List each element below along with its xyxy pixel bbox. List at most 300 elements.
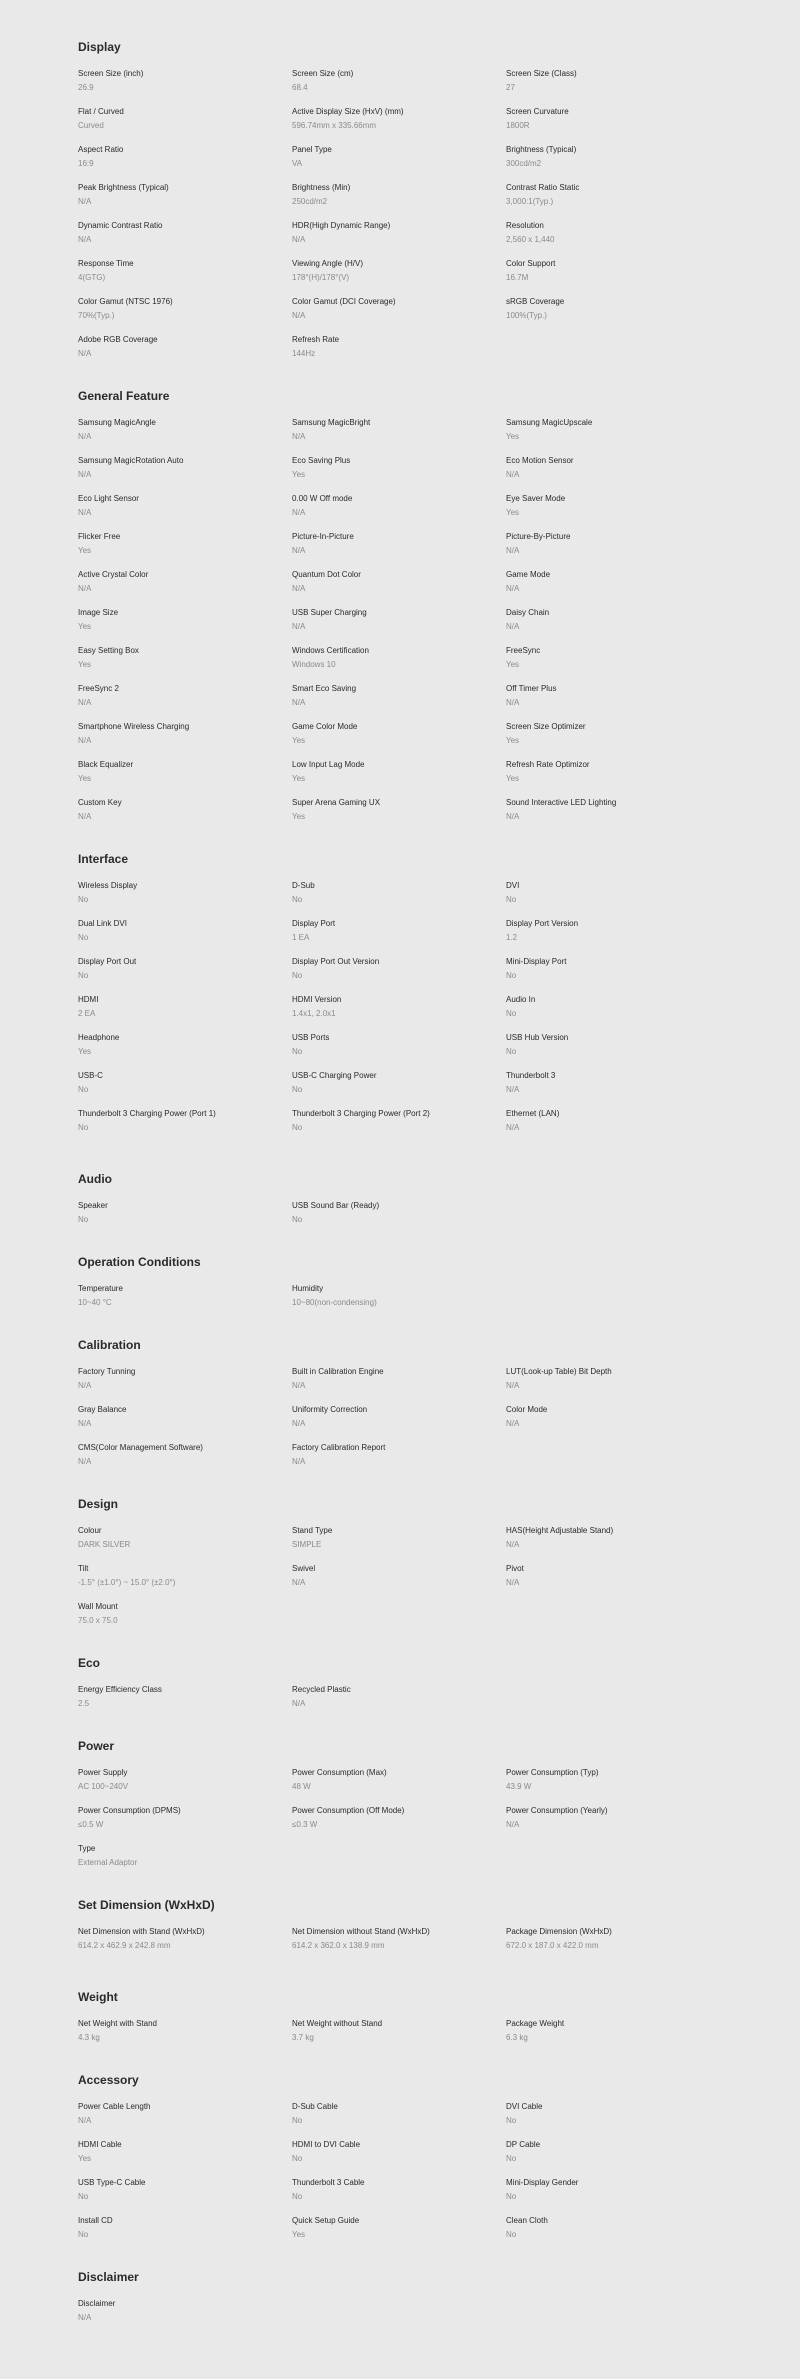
spec-label: Gray Balance bbox=[78, 1405, 127, 1414]
spec-item bbox=[292, 1806, 506, 1844]
spec-label: Power Consumption (Off Mode) bbox=[292, 1806, 405, 1815]
spec-value: N/A bbox=[292, 432, 306, 441]
spec-label: LUT(Look-up Table) Bit Depth bbox=[506, 1367, 612, 1376]
spec-label: Samsung MagicUpscale bbox=[506, 418, 593, 427]
spec-item bbox=[78, 1768, 292, 1806]
spec-label: Panel Type bbox=[292, 145, 332, 154]
spec-value: No bbox=[292, 2154, 303, 2163]
spec-item bbox=[78, 2299, 292, 2337]
spec-value: No bbox=[292, 1215, 303, 1224]
spec-value: N/A bbox=[78, 812, 92, 821]
spec-value: 16:9 bbox=[78, 159, 94, 168]
spec-value: N/A bbox=[78, 197, 92, 206]
spec-value: N/A bbox=[78, 235, 92, 244]
spec-item bbox=[78, 335, 292, 373]
spec-value: 2.5 bbox=[78, 1699, 90, 1708]
spec-label: Custom Key bbox=[78, 798, 122, 807]
spec-value: N/A bbox=[506, 812, 520, 821]
spec-value: N/A bbox=[292, 235, 306, 244]
spec-label: Screen Curvature bbox=[506, 107, 569, 116]
spec-value: N/A bbox=[506, 1419, 520, 1428]
spec-item bbox=[506, 1284, 720, 1322]
spec-label: Smart Eco Saving bbox=[292, 684, 357, 693]
spec-value: 1.4x1, 2.0x1 bbox=[292, 1009, 336, 1018]
spec-item bbox=[506, 1927, 720, 1974]
spec-label: Mini-Display Gender bbox=[506, 2178, 579, 2187]
spec-label: DVI bbox=[506, 881, 520, 890]
spec-item bbox=[506, 69, 720, 107]
spec-label: Mini-Display Port bbox=[506, 957, 567, 966]
spec-item bbox=[78, 1927, 292, 1974]
spec-item bbox=[292, 107, 506, 145]
spec-section-design bbox=[78, 1497, 800, 1656]
spec-item bbox=[78, 1109, 292, 1156]
spec-item bbox=[78, 1526, 292, 1564]
spec-item bbox=[506, 1564, 720, 1602]
spec-label: Power Consumption (Typ) bbox=[506, 1768, 599, 1777]
spec-value: N/A bbox=[292, 546, 306, 555]
spec-item bbox=[292, 1109, 506, 1156]
spec-value: No bbox=[506, 1047, 517, 1056]
spec-section-general-feature bbox=[78, 389, 800, 852]
spec-label: Low Input Lag Mode bbox=[292, 760, 365, 769]
spec-value: No bbox=[292, 1047, 303, 1056]
spec-label: Color Support bbox=[506, 259, 556, 268]
spec-section-set-dimension-wxhxd bbox=[78, 1898, 800, 1990]
spec-item bbox=[506, 1071, 720, 1109]
spec-value: N/A bbox=[506, 1578, 520, 1587]
spec-section-interface bbox=[78, 852, 800, 1172]
spec-value: 16.7M bbox=[506, 273, 529, 282]
spec-item bbox=[78, 957, 292, 995]
spec-label: Built in Calibration Engine bbox=[292, 1367, 384, 1376]
spec-label: sRGB Coverage bbox=[506, 297, 565, 306]
spec-label: Disclaimer bbox=[78, 2299, 116, 2308]
spec-item bbox=[78, 684, 292, 722]
spec-label: Net Weight without Stand bbox=[292, 2019, 383, 2028]
spec-label: Picture-By-Picture bbox=[506, 532, 571, 541]
section-title: Eco bbox=[78, 1656, 101, 1670]
spec-item bbox=[78, 798, 292, 836]
spec-value: N/A bbox=[78, 698, 92, 707]
spec-item bbox=[506, 183, 720, 221]
spec-label: Audio In bbox=[506, 995, 536, 1004]
spec-label: Eco Light Sensor bbox=[78, 494, 139, 503]
spec-value: Yes bbox=[78, 1047, 92, 1056]
spec-label: Humidity bbox=[292, 1284, 324, 1293]
spec-value: N/A bbox=[506, 546, 520, 555]
spec-value: Yes bbox=[506, 432, 520, 441]
spec-value: 10~40 °C bbox=[78, 1298, 112, 1307]
section-title: Calibration bbox=[78, 1338, 141, 1352]
spec-section-operation-conditions bbox=[78, 1255, 800, 1338]
spec-label: USB Super Charging bbox=[292, 608, 367, 617]
spec-grid bbox=[78, 418, 800, 836]
spec-label: Off Timer Plus bbox=[506, 684, 557, 693]
spec-value: No bbox=[506, 1009, 517, 1018]
spec-value: Yes bbox=[506, 660, 520, 669]
spec-item bbox=[78, 2140, 292, 2178]
spec-label: Refresh Rate bbox=[292, 335, 340, 344]
spec-grid bbox=[78, 2299, 800, 2337]
spec-item bbox=[506, 145, 720, 183]
spec-item bbox=[78, 2216, 292, 2254]
spec-value: Yes bbox=[506, 774, 520, 783]
spec-value: N/A bbox=[292, 1419, 306, 1428]
spec-item bbox=[292, 1927, 506, 1974]
spec-item bbox=[506, 1526, 720, 1564]
spec-value: 10~80(non-condensing) bbox=[292, 1298, 377, 1307]
spec-item bbox=[78, 995, 292, 1033]
spec-item bbox=[506, 1405, 720, 1443]
spec-label: USB Hub Version bbox=[506, 1033, 569, 1042]
spec-label: Samsung MagicRotation Auto bbox=[78, 456, 184, 465]
spec-label: Net Weight with Stand bbox=[78, 2019, 158, 2028]
spec-value: No bbox=[506, 2154, 517, 2163]
spec-value: N/A bbox=[506, 622, 520, 631]
spec-grid bbox=[78, 1284, 800, 1322]
spec-value: N/A bbox=[78, 1381, 92, 1390]
spec-value: 596.74mm x 335.66mm bbox=[292, 121, 377, 130]
spec-label: Colour bbox=[78, 1526, 102, 1535]
spec-item bbox=[78, 570, 292, 608]
section-title: General Feature bbox=[78, 389, 170, 403]
section-title: Weight bbox=[78, 1990, 118, 2004]
spec-label: Package Dimension (WxHxD) bbox=[506, 1927, 612, 1936]
spec-value: N/A bbox=[78, 508, 92, 517]
spec-value: No bbox=[506, 2230, 517, 2239]
spec-item bbox=[78, 1284, 292, 1322]
spec-label: Screen Size (Class) bbox=[506, 69, 577, 78]
spec-value: 300cd/m2 bbox=[506, 159, 542, 168]
spec-value: N/A bbox=[506, 584, 520, 593]
spec-value: 48 W bbox=[292, 1782, 311, 1791]
spec-value: 178°(H)/178°(V) bbox=[292, 273, 350, 282]
spec-value: N/A bbox=[292, 1578, 306, 1587]
spec-value: 4(GTG) bbox=[78, 273, 106, 282]
spec-grid bbox=[78, 1685, 800, 1723]
spec-value: No bbox=[292, 2116, 303, 2125]
spec-value: Yes bbox=[78, 622, 92, 631]
spec-value: No bbox=[506, 971, 517, 980]
spec-label: Resolution bbox=[506, 221, 544, 230]
spec-item bbox=[292, 2102, 506, 2140]
spec-label: Wireless Display bbox=[78, 881, 138, 890]
spec-item bbox=[78, 1685, 292, 1723]
section-title: Design bbox=[78, 1497, 119, 1511]
spec-value: 43.9 W bbox=[506, 1782, 532, 1791]
spec-item bbox=[506, 919, 720, 957]
spec-value: 614.2 x 362.0 x 138.9 mm bbox=[292, 1941, 385, 1950]
spec-label: Pivot bbox=[506, 1564, 524, 1573]
spec-value: 1 EA bbox=[292, 933, 310, 942]
spec-item bbox=[506, 1443, 720, 1481]
spec-label: Net Dimension with Stand (WxHxD) bbox=[78, 1927, 205, 1936]
spec-item bbox=[292, 259, 506, 297]
spec-item bbox=[78, 1564, 292, 1602]
spec-item bbox=[292, 494, 506, 532]
spec-value: Yes bbox=[292, 2230, 306, 2239]
spec-label: HDMI Cable bbox=[78, 2140, 122, 2149]
spec-item bbox=[506, 2019, 720, 2057]
spec-label: Power Consumption (Yearly) bbox=[506, 1806, 608, 1815]
spec-label: Picture-In-Picture bbox=[292, 532, 354, 541]
spec-value: N/A bbox=[506, 1123, 520, 1132]
spec-item bbox=[292, 1284, 506, 1322]
spec-grid bbox=[78, 1367, 800, 1481]
spec-value: 614.2 x 462.9 x 242.8 mm bbox=[78, 1941, 171, 1950]
spec-section-eco bbox=[78, 1656, 800, 1739]
spec-label: Smartphone Wireless Charging bbox=[78, 722, 190, 731]
spec-section-accessory bbox=[78, 2073, 800, 2270]
spec-item bbox=[78, 1405, 292, 1443]
spec-section-weight bbox=[78, 1990, 800, 2073]
spec-value: No bbox=[78, 933, 89, 942]
spec-value: Yes bbox=[78, 2154, 92, 2163]
spec-item bbox=[78, 107, 292, 145]
spec-item bbox=[506, 957, 720, 995]
section-title: Disclaimer bbox=[78, 2270, 139, 2284]
spec-label: Tilt bbox=[78, 1564, 89, 1573]
spec-value: 26.9 bbox=[78, 83, 94, 92]
spec-value: Yes bbox=[292, 470, 306, 479]
spec-value: No bbox=[78, 1085, 89, 1094]
spec-value: 75.0 x 75.0 bbox=[78, 1616, 118, 1625]
spec-value: Yes bbox=[78, 546, 92, 555]
spec-value: N/A bbox=[292, 698, 306, 707]
spec-item bbox=[506, 221, 720, 259]
spec-item bbox=[292, 2019, 506, 2057]
spec-item bbox=[78, 919, 292, 957]
spec-item bbox=[292, 297, 506, 335]
spec-label: Refresh Rate Optimizor bbox=[506, 760, 590, 769]
spec-grid bbox=[78, 1526, 800, 1640]
spec-label: Display Port Version bbox=[506, 919, 579, 928]
spec-item bbox=[292, 69, 506, 107]
spec-label: Active Crystal Color bbox=[78, 570, 149, 579]
spec-value: VA bbox=[292, 159, 303, 168]
spec-label: HDMI bbox=[78, 995, 99, 1004]
spec-value: N/A bbox=[78, 2116, 92, 2125]
spec-item bbox=[78, 221, 292, 259]
spec-label: Ethernet (LAN) bbox=[506, 1109, 560, 1118]
spec-label: Image Size bbox=[78, 608, 119, 617]
spec-item bbox=[78, 494, 292, 532]
spec-label: Adobe RGB Coverage bbox=[78, 335, 158, 344]
spec-label: D-Sub Cable bbox=[292, 2102, 338, 2111]
spec-value: AC 100~240V bbox=[78, 1782, 129, 1791]
spec-label: Peak Brightness (Typical) bbox=[78, 183, 169, 192]
spec-label: CMS(Color Management Software) bbox=[78, 1443, 203, 1452]
spec-value: Yes bbox=[292, 736, 306, 745]
spec-item bbox=[506, 798, 720, 836]
spec-value: No bbox=[292, 2192, 303, 2201]
spec-item bbox=[78, 183, 292, 221]
spec-label: Power Cable Length bbox=[78, 2102, 151, 2111]
spec-label: Swivel bbox=[292, 1564, 316, 1573]
spec-value: No bbox=[78, 971, 89, 980]
spec-label: Factory Tunning bbox=[78, 1367, 136, 1376]
spec-value: N/A bbox=[506, 1820, 520, 1829]
spec-label: USB-C bbox=[78, 1071, 103, 1080]
spec-label: Display Port Out bbox=[78, 957, 137, 966]
spec-label: Display Port bbox=[292, 919, 336, 928]
spec-grid bbox=[78, 1927, 800, 1974]
spec-item bbox=[506, 1109, 720, 1156]
spec-label: Dynamic Contrast Ratio bbox=[78, 221, 163, 230]
spec-label: Game Color Mode bbox=[292, 722, 358, 731]
spec-item bbox=[506, 335, 720, 373]
spec-label: Windows Certification bbox=[292, 646, 369, 655]
spec-label: HDMI Version bbox=[292, 995, 342, 1004]
spec-value: 100%(Typ.) bbox=[506, 311, 547, 320]
spec-label: Display Port Out Version bbox=[292, 957, 380, 966]
spec-label: Factory Calibration Report bbox=[292, 1443, 386, 1452]
spec-item bbox=[292, 646, 506, 684]
spec-value: 1.2 bbox=[506, 933, 518, 942]
spec-item bbox=[292, 684, 506, 722]
spec-item bbox=[292, 1685, 506, 1723]
spec-value: N/A bbox=[506, 1085, 520, 1094]
spec-value: N/A bbox=[292, 622, 306, 631]
spec-item bbox=[292, 1033, 506, 1071]
spec-label: Response Time bbox=[78, 259, 134, 268]
spec-item bbox=[78, 2019, 292, 2057]
spec-grid bbox=[78, 881, 800, 1156]
spec-item bbox=[78, 1071, 292, 1109]
spec-value: 3,000:1(Typ.) bbox=[506, 197, 554, 206]
spec-label: FreeSync 2 bbox=[78, 684, 119, 693]
section-title: Interface bbox=[78, 852, 129, 866]
spec-value: No bbox=[78, 1123, 89, 1132]
spec-label: Eco Motion Sensor bbox=[506, 456, 574, 465]
spec-label: Net Dimension without Stand (WxHxD) bbox=[292, 1927, 430, 1936]
spec-item bbox=[292, 570, 506, 608]
spec-item bbox=[506, 881, 720, 919]
spec-item bbox=[78, 456, 292, 494]
spec-item bbox=[292, 881, 506, 919]
spec-item bbox=[506, 1602, 720, 1640]
spec-item bbox=[78, 1033, 292, 1071]
spec-value: Yes bbox=[78, 660, 92, 669]
spec-item bbox=[292, 1405, 506, 1443]
spec-item bbox=[292, 2216, 506, 2254]
spec-grid bbox=[78, 2019, 800, 2057]
spec-item bbox=[506, 2102, 720, 2140]
spec-value: N/A bbox=[78, 1457, 92, 1466]
spec-item bbox=[78, 1367, 292, 1405]
spec-value: No bbox=[292, 895, 303, 904]
spec-label: Contrast Ratio Static bbox=[506, 183, 580, 192]
spec-label: Game Mode bbox=[506, 570, 551, 579]
spec-value: Curved bbox=[78, 121, 104, 130]
spec-value: 672.0 x 187.0 x 422.0 mm bbox=[506, 1941, 599, 1950]
spec-item bbox=[506, 418, 720, 456]
spec-value: N/A bbox=[506, 698, 520, 707]
spec-label: Thunderbolt 3 Charging Power (Port 1) bbox=[78, 1109, 216, 1118]
spec-item bbox=[78, 532, 292, 570]
spec-item bbox=[78, 760, 292, 798]
spec-value: 144Hz bbox=[292, 349, 316, 358]
spec-item bbox=[292, 760, 506, 798]
spec-item bbox=[292, 1071, 506, 1109]
section-title: Power bbox=[78, 1739, 115, 1753]
spec-item bbox=[506, 297, 720, 335]
spec-item bbox=[506, 722, 720, 760]
spec-item bbox=[506, 570, 720, 608]
spec-item bbox=[506, 107, 720, 145]
spec-item bbox=[292, 1367, 506, 1405]
spec-value: N/A bbox=[78, 432, 92, 441]
spec-item bbox=[78, 1443, 292, 1481]
spec-value: No bbox=[506, 895, 517, 904]
spec-item bbox=[292, 919, 506, 957]
spec-item bbox=[506, 760, 720, 798]
spec-grid bbox=[78, 1768, 800, 1882]
spec-item bbox=[292, 335, 506, 373]
spec-label: Easy Setting Box bbox=[78, 646, 139, 655]
spec-item bbox=[292, 798, 506, 836]
section-title: Display bbox=[78, 40, 121, 54]
spec-value: N/A bbox=[78, 1419, 92, 1428]
spec-value: Yes bbox=[78, 774, 92, 783]
spec-value: N/A bbox=[292, 1699, 306, 1708]
spec-label: Headphone bbox=[78, 1033, 120, 1042]
spec-section-audio bbox=[78, 1172, 800, 1255]
spec-value: Yes bbox=[292, 812, 306, 821]
spec-item bbox=[292, 1201, 506, 1239]
spec-label: D-Sub bbox=[292, 881, 315, 890]
spec-label: HDMI to DVI Cable bbox=[292, 2140, 361, 2149]
spec-value: N/A bbox=[292, 584, 306, 593]
spec-item bbox=[506, 494, 720, 532]
spec-value: N/A bbox=[506, 1381, 520, 1390]
spec-label: Sound Interactive LED Lighting bbox=[506, 798, 617, 807]
spec-label: Samsung MagicBright bbox=[292, 418, 371, 427]
spec-item bbox=[292, 995, 506, 1033]
spec-value: 2 EA bbox=[78, 1009, 96, 1018]
spec-label: Samsung MagicAngle bbox=[78, 418, 156, 427]
spec-item bbox=[292, 2178, 506, 2216]
spec-item bbox=[506, 646, 720, 684]
spec-item bbox=[292, 145, 506, 183]
spec-value: ≤0.3 W bbox=[292, 1820, 318, 1829]
spec-item bbox=[78, 1844, 292, 1882]
spec-label: Uniformity Correction bbox=[292, 1405, 368, 1414]
spec-section-calibration bbox=[78, 1338, 800, 1497]
spec-item bbox=[506, 2140, 720, 2178]
spec-value: No bbox=[292, 1085, 303, 1094]
spec-value: 4.3 kg bbox=[78, 2033, 100, 2042]
spec-label: Energy Efficiency Class bbox=[78, 1685, 162, 1694]
spec-item bbox=[292, 1564, 506, 1602]
spec-value: 6.3 kg bbox=[506, 2033, 528, 2042]
spec-label: Thunderbolt 3 Cable bbox=[292, 2178, 365, 2187]
spec-value: N/A bbox=[78, 470, 92, 479]
spec-label: Super Arena Gaming UX bbox=[292, 798, 381, 807]
spec-value: 2,560 x 1,440 bbox=[506, 235, 555, 244]
spec-value: DARK SILVER bbox=[78, 1540, 131, 1549]
spec-item bbox=[292, 722, 506, 760]
spec-item bbox=[78, 646, 292, 684]
spec-item bbox=[78, 608, 292, 646]
spec-label: Daisy Chain bbox=[506, 608, 550, 617]
spec-label: Flicker Free bbox=[78, 532, 121, 541]
spec-label: Color Gamut (NTSC 1976) bbox=[78, 297, 173, 306]
spec-label: USB Type-C Cable bbox=[78, 2178, 146, 2187]
spec-grid bbox=[78, 1201, 800, 1239]
section-title: Operation Conditions bbox=[78, 1255, 201, 1269]
